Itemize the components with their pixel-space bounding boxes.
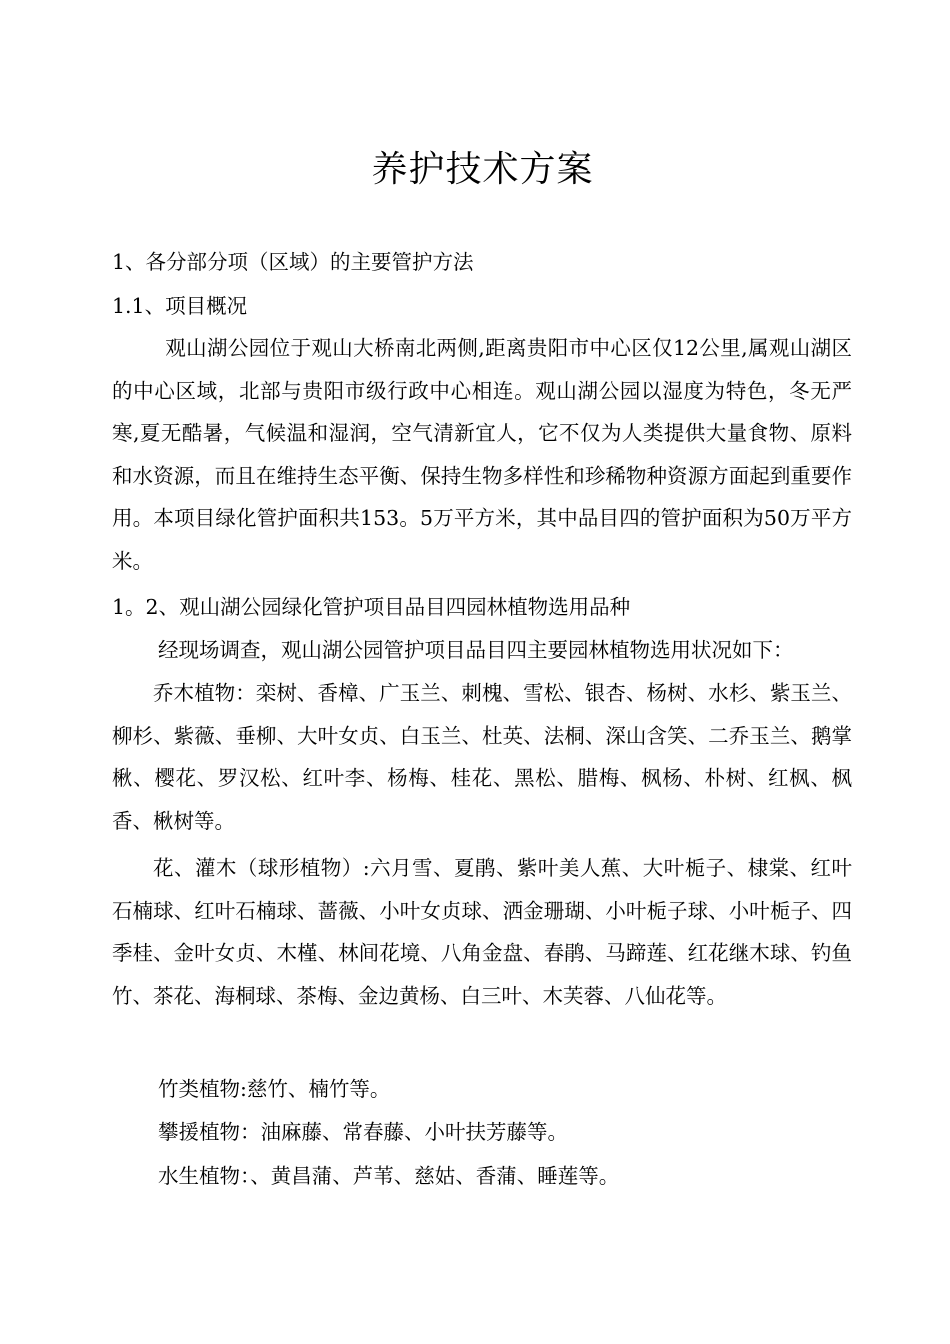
section-heading-1-1: 1.1、项目概况 [112,294,248,318]
section-heading-1-2: 1。2、观山湖公园绿化管护项目品目四园林植物选用品种 [112,595,631,619]
shrubs-paragraph: 花、灌木（球形植物）:六月雪、夏鹃、紫叶美人蕉、大叶栀子、棣棠、红叶石楠球、红叶石楠球、蔷薇、小叶女贞球、洒金珊瑚、小叶栀子球、小叶栀子、四季桂、金叶女贞、木槿、林间花境、八角金盘、春鹃、马蹄莲、红花继木球、钓鱼竹、茶花、海桐球、茶梅、金边黄杨、白三叶、木芙蓉、八仙花等。 [112,856,852,1008]
section-heading-1: 1、各分部分项（区域）的主要管护方法 [112,250,474,274]
overview-paragraph: 观山湖公园位于观山大桥南北两侧,距离贵阳市中心区仅12公里,属观山湖区的中心区域，北部与贵阳市级行政中心相连。观山湖公园以湿度为特色，冬无严寒,夏无酷暑，气候温和湿润，空气清新宜人，它不仅为人类提供大量食物、原料和水资源，而且在维持生态平衡、保持生物多样性和珍稀物种资源方面起到重要作用。本项目绿化管护面积共153。5万平方米，其中品目四的管护面积为50万平方米。 [112,336,852,573]
aquatic-plants-line: 水生植物：、黄昌蒲、芦苇、慈姑、香蒲、睡莲等。 [158,1164,620,1188]
bamboo-plants-line: 竹类植物:慈竹、楠竹等。 [158,1077,391,1101]
survey-paragraph: 经现场调查，观山湖公园管护项目品目四主要园林植物选用状况如下： [158,638,794,662]
climbing-plants-line: 攀援植物：油麻藤、常春藤、小叶扶芳藤等。 [158,1120,568,1144]
document-title: 养护技术方案 [371,149,594,190]
trees-paragraph: 乔木植物：栾树、香樟、广玉兰、刺槐、雪松、银杏、杨树、水杉、紫玉兰、柳杉、紫薇、垂柳、大叶女贞、白玉兰、杜英、法桐、深山含笑、二乔玉兰、鹅掌楸、樱花、罗汉松、红叶李、杨梅、桂花、黑松、腊梅、枫杨、朴树、红枫、枫香、楸树等。 [112,681,852,833]
